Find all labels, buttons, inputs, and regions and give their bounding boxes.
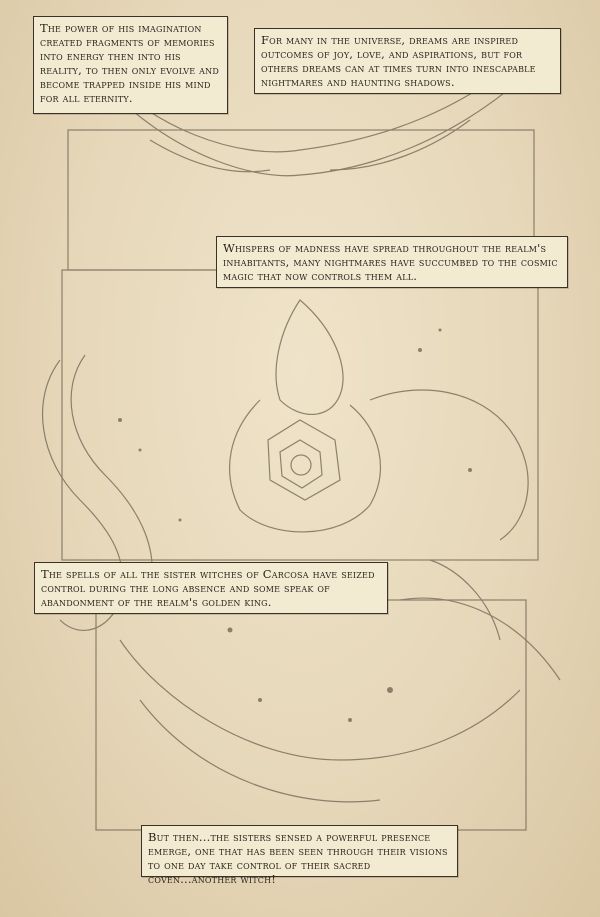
caption-box-whispers: Whispers of madness have spread throughout the realm's inhabitants, many nightmares have succumbed to the cosmic magic that now controls them all. bbox=[216, 236, 568, 288]
panel-frame-middle bbox=[62, 270, 538, 560]
caption-box-sister-witches: The spells of all the sister witches of Carcosa have seized control during the long absence and some speak of abandonment of the realm's golden king. bbox=[34, 562, 388, 614]
panel-frame-bottom bbox=[96, 600, 526, 830]
caption-box-presence: But then...the sisters sensed a powerful presence emerge, one that has been seen through their visions to one day take control of their sacred coven...another witch! bbox=[141, 825, 458, 877]
caption-box-dreams: For many in the universe, dreams are inspired outcomes of joy, love, and aspirations, but for others dreams can at times turn into inescapable nightmares and haunting shadows. bbox=[254, 28, 561, 94]
caption-box-imagination: The power of his imagination created fragments of memories into energy then into his reality, to then only evolve and become trapped inside his mind for all eternity. bbox=[33, 16, 228, 114]
